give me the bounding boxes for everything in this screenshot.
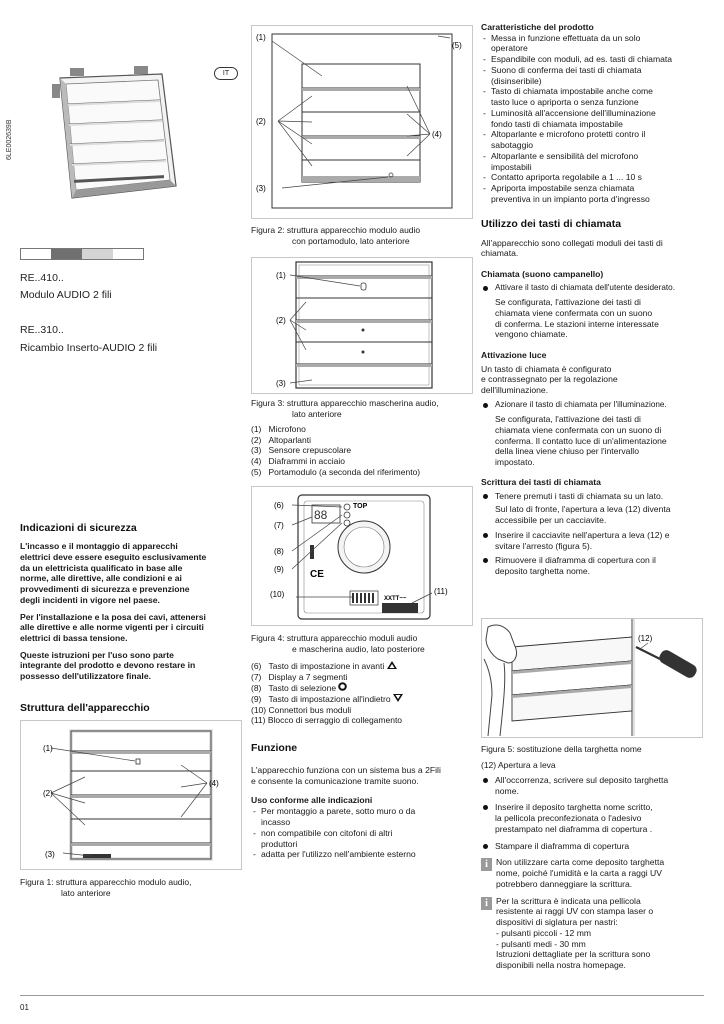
list-item: - Espandibile con moduli, ad es. tasti di chiamata — [481, 54, 703, 65]
figure-2 — [251, 25, 473, 219]
label-9: (9) — [274, 565, 284, 574]
luce-heading: Attivazione luce — [481, 350, 547, 360]
scrittura-note: Sul lato di fronte, l'apertura a leva (12) diventa accessibile per un cacciavite. — [495, 504, 671, 526]
document-code: 6LE002639B — [6, 119, 13, 160]
legend-item: (4) Diaframmi in acciaio — [251, 455, 345, 466]
luce-note: Se configurata, l'attivazione dei tasti di chiamata viene confermata con un suono di conferma. Il contatto luce di un'alimentazione della linea viene chiuso per l'intervallo impostato. — [495, 414, 667, 468]
figure-5-legend: (12) Apertura a leva — [481, 760, 556, 770]
caratteristiche-list — [481, 33, 703, 205]
safety-paragraph-1: L'incasso e il montaggio di apparecchi elettrici deve essere eseguito esclusivamente da un elettricista qualificato in base alle norme, alle direttive, alle condizioni e ai provvedimenti di sicurezza e prevenzione degli incidenti in vigore nel paese. — [20, 541, 207, 605]
label-3: (3) — [45, 850, 55, 859]
page-number: 01 — [20, 1003, 29, 1012]
utilizzo-paragraph: All'apparecchio sono collegati moduli dei tasti di chiamata. — [481, 237, 663, 259]
label-5: (5) — [452, 41, 462, 50]
figure-2-caption: Figura 2: struttura apparecchio modulo audio con portamodulo, lato anteriore — [251, 225, 421, 246]
list-item: - Apriporta impostabile senza chiamata preventiva in un impianto porta d'ingresso — [481, 183, 703, 204]
safety-heading: Indicazioni di sicurezza — [20, 522, 137, 534]
chiamata-note: Se configurata, l'attivazione dei tasti di chiamata viene confermata con un suono di conferma. Le stazioni interne interessate vengono chiamate. — [495, 297, 659, 340]
color-swatch — [82, 249, 113, 259]
legend-item: (3) Sensore crepuscolare — [251, 445, 352, 456]
label-7: (7) — [274, 521, 284, 530]
legend-front — [251, 424, 420, 477]
uso-conforme-heading: Uso conforme alle indicazioni — [251, 794, 373, 805]
label-11: (11) — [434, 587, 448, 596]
figure-5-caption: Figura 5: sostituzione della targhetta nome — [481, 744, 642, 754]
figure-4-caption: Figura 4: struttura apparecchio moduli audio e mascherina audio, lato posteriore — [251, 633, 425, 654]
language-badge: IT — [214, 67, 238, 80]
legend-item: (1) Microfono — [251, 424, 306, 434]
list-item: - Luminosità all'accensione dell'illuminazione fondo tasti di chiamata impostabile — [481, 108, 703, 129]
figure-3-caption: Figura 3: struttura apparecchio mascherina audio, lato anteriore — [251, 398, 439, 419]
bullet-item: Azionare il tasto di chiamata per l'illuminazione. — [481, 400, 703, 410]
label-3: (3) — [276, 379, 286, 388]
label-12: (12) — [638, 634, 653, 643]
terminal-labels: XXTT~~ — [384, 596, 407, 602]
label-8: (8) — [274, 547, 284, 556]
legend-item: (2) Altoparlanti — [251, 434, 311, 445]
legend-item: (11) Blocco di serraggio di collegamento — [251, 715, 403, 726]
uso-conforme-list — [251, 806, 473, 860]
circle-icon — [338, 682, 347, 691]
legend-item: (9) Tasto di impostazione all'indietro — [251, 694, 403, 705]
label-2: (2) — [276, 316, 286, 325]
bullet-item: Tenere premuti i tasti di chiamata su un lato. — [481, 491, 703, 502]
list-item: - Per montaggio a parete, sotto muro o da incasso — [251, 806, 473, 827]
seven-segment-display: 88 — [314, 508, 328, 522]
product-name-2: Ricambio Inserto-AUDIO 2 fili — [20, 342, 158, 354]
figure-3 — [251, 257, 473, 394]
legend-item: (8) Tasto di selezione — [251, 682, 403, 694]
bullet-item: Inserire il cacciavite nell'apertura a leva (12) e svitare l'arresto (figura 5). — [481, 530, 703, 551]
footer-divider — [20, 995, 704, 996]
color-swatch — [113, 249, 143, 259]
product-code-2: RE..310.. — [20, 324, 64, 336]
info-note-1: i Non utilizzare carta come deposito targhetta nome, poiché l'umidità e la carta a raggi UV potrebbero danneggiare la scrittura. — [481, 857, 703, 889]
color-swatch — [51, 249, 82, 259]
list-item: - adatta per l'utilizzo nell'ambiente esterno — [251, 849, 473, 860]
color-bar — [20, 248, 144, 260]
legend-item: (5) Portamodulo (a seconda del riferimento) — [251, 466, 421, 477]
chiamata-heading: Chiamata (suono campanello) — [481, 269, 604, 280]
list-item: - Altoparlante e microfono protetti contro il sabotaggio — [481, 129, 703, 150]
bullet-item: All'occorrenza, scrivere sul deposito targhetta nome. — [481, 775, 703, 796]
info-note-2: i Per la scrittura è indicata una pellicola resistente ai raggi UV con stampa laser o dispositivi di siglatura per nastri: - pulsanti piccoli - 12 mm - pulsanti medi - 30 mm Istruzioni dettagliate per la scrittura sono disponibili nella nostra homepage. — [481, 896, 703, 971]
figure-5 — [481, 618, 703, 738]
utilizzo-heading: Utilizzo dei tasti di chiamata — [481, 218, 622, 231]
list-item: - Messa in funzione effettuata da un solo operatore — [481, 33, 703, 54]
scrittura-heading: Scrittura dei tasti di chiamata — [481, 476, 601, 487]
caratteristiche-heading: Caratteristiche del prodotto — [481, 22, 594, 32]
legend-item: (7) Display a 7 segmenti — [251, 671, 348, 682]
color-swatch — [21, 249, 51, 259]
bullet-item: Attivare il tasto di chiamata dell'utente desiderato. — [481, 283, 703, 293]
triangle-down-icon — [393, 694, 403, 702]
label-2: (2) — [256, 117, 266, 126]
product-image — [50, 66, 190, 206]
product-name-1: Modulo AUDIO 2 fili — [20, 289, 112, 301]
label-6: (6) — [274, 501, 284, 510]
triangle-up-icon — [387, 661, 397, 669]
bullet-item: Stampare il diaframma di copertura — [481, 841, 703, 852]
list-item: - Suono di conferma dei tasti di chiamata (disinseribile) — [481, 65, 703, 86]
label-1: (1) — [276, 271, 286, 280]
list-item: - Contatto apriporta regolabile a 1 ... 10 s — [481, 172, 703, 183]
label-1: (1) — [43, 744, 53, 753]
legend-item: (6) Tasto di impostazione in avanti — [251, 661, 403, 672]
safety-paragraph-3: Queste istruzioni per l'uso sono parte integrante del prodotto e devono restare in possesso dell'utilizzatore finale. — [20, 649, 196, 682]
structure-heading: Struttura dell'apparecchio — [20, 702, 150, 714]
bullet-item: Inserire il deposito targhetta nome scritto, la pellicola preconfezionata o l'adesivo prestampato nel diaframma di copertura . — [481, 802, 703, 834]
ce-mark: CE — [310, 569, 324, 580]
funzione-paragraph: L'apparecchio funziona con un sistema bus a 2Fili e consente la comunicazione tramite suono. — [251, 765, 441, 786]
list-item: - Tasto di chiamata impostabile anche come tasto luce o apriporta o senza funzione — [481, 86, 703, 107]
figure-4 — [251, 486, 473, 626]
luce-paragraph: Un tasto di chiamata è configurato e contrassegnato per la regolazione dell'illuminazione. — [481, 363, 618, 396]
list-item: - Altoparlante e sensibilità del microfono impostabili — [481, 151, 703, 172]
label-10: (10) — [270, 590, 285, 599]
bullet-item: Rimuovere il diaframma di copertura con il deposito targhetta nome. — [481, 555, 703, 576]
funzione-heading: Funzione — [251, 742, 298, 754]
safety-paragraph-2: Per l'installazione e la posa dei cavi, attenersi alle direttive e alle norme vigenti per i circuiti elettrici di bassa tensione. — [20, 611, 206, 643]
info-icon: i — [481, 858, 492, 871]
product-code-1: RE..410.. — [20, 272, 64, 284]
label-4: (4) — [209, 779, 219, 788]
label-3: (3) — [256, 184, 266, 193]
figure-1 — [20, 720, 242, 870]
label-1: (1) — [256, 33, 266, 42]
legend-item: (10) Connettori bus moduli — [251, 704, 352, 715]
label-2: (2) — [43, 789, 53, 798]
info-icon: i — [481, 897, 492, 910]
list-item: - non compatibile con citofoni di altri produttori — [251, 828, 473, 849]
figure-1-caption: Figura 1: struttura apparecchio modulo audio, lato anteriore — [20, 877, 192, 898]
legend-back — [251, 661, 403, 726]
top-label: TOP — [353, 503, 368, 510]
label-4: (4) — [432, 130, 442, 139]
